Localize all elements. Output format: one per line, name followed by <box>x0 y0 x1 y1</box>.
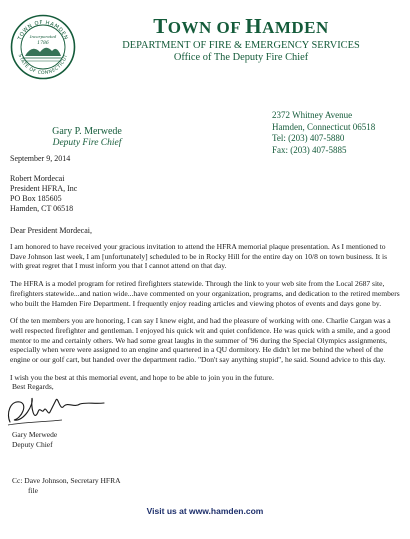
sender-block <box>22 126 152 148</box>
title-initial-t: T <box>153 14 168 38</box>
cc-line: Cc: Dave Johnson, Secretary HFRA <box>12 476 121 485</box>
recipient-line: Hamden, CT 06518 <box>10 204 74 213</box>
department-name: DEPARTMENT OF FIRE & EMERGENCY SERVICES <box>122 40 360 51</box>
body-paragraph: I wish you the best at this memorial event, and hope to be able to join you in the future. <box>10 372 274 382</box>
recipient-line: PO Box 185605 <box>10 194 62 203</box>
letter-date: September 9, 2014 <box>10 154 71 163</box>
body-paragraph: The HFRA is a model program for retired firefighters statewide. Through the link to your web site from the Local 2687 site, firefighters statewide...and nation wide...have commented on your organization, programs, and dedication to the retired members who built the Hamden Fire Department. I frequently enjoy reading articles and viewing photos of events and days gone by. <box>10 279 400 308</box>
sender-title: Deputy Fire Chief <box>52 138 122 148</box>
salutation: Dear President Mordecai, <box>10 226 92 235</box>
town-seal-logo <box>10 14 76 80</box>
address-street: 2372 Whitney Avenue <box>272 110 353 120</box>
letter-body <box>10 242 400 390</box>
title-part: AMDEN <box>262 18 329 37</box>
signer-block <box>12 430 57 449</box>
body-paragraph: I am honored to have received your gracious invitation to attend the HFRA memorial plaque presentation. As I mentioned to Dave Johnson last week, I am [unfortunately] scheduled to be in Rocky Hill for the entire day on 10/8 on town business. It is with great regret that I must inform you that I cannot attend on that day. <box>10 242 388 271</box>
letterhead-title <box>96 14 386 39</box>
cc-block <box>12 476 121 495</box>
address-tel: Tel: (203) 407-5880 <box>272 133 345 143</box>
cc-file: file <box>28 485 38 495</box>
footer-website: Visit us at www.hamden.com <box>146 506 264 516</box>
recipient-line: Robert Mordecai <box>10 174 65 183</box>
recipient-line: President HFRA, Inc <box>10 184 78 193</box>
svg-text:Incorporated: Incorporated <box>29 34 57 39</box>
sender-name: Gary P. Merwede <box>52 126 122 137</box>
letterhead <box>96 14 386 63</box>
recipient-address <box>10 174 77 214</box>
svg-text:TOWN OF HAMDEN: TOWN OF HAMDEN <box>17 19 69 41</box>
office-address <box>272 110 407 156</box>
title-part: OWN OF <box>167 18 246 37</box>
handwritten-signature <box>4 392 114 430</box>
title-initial-h: H <box>245 14 263 38</box>
signer-title: Deputy Chief <box>12 439 53 449</box>
office-name: Office of The Deputy Fire Chief <box>173 52 309 63</box>
address-fax: Fax: (203) 407-5885 <box>272 144 347 155</box>
signer-name: Gary Merwede <box>12 430 58 439</box>
address-city: Hamden, Connecticut 06518 <box>272 121 376 132</box>
body-paragraph: Of the ten members you are honoring, I can say I knew eight, and had the pleasure of working with one. Charlie Cargan was a well respected firefighter and gentleman. I enjoyed his quick wit and quiet confidence. He was quick with a smile, and a good mentor to me and certainly others. We had some great laughs in the summer of '96 during the Special Olympics assignments, especially when were were assigned to an engine and quartered in a QU dormitory. He didn't let me behind the wheel of the engine or our golf cart, but handed over the department radio. "Don't say anything stupid", he said. Sound advice to this day. <box>10 316 391 365</box>
svg-text:STATE OF CONNECTICUT: STATE OF CONNECTICUT <box>16 53 70 77</box>
svg-text:1786: 1786 <box>37 41 49 46</box>
closing: Best Regards, <box>12 382 54 391</box>
